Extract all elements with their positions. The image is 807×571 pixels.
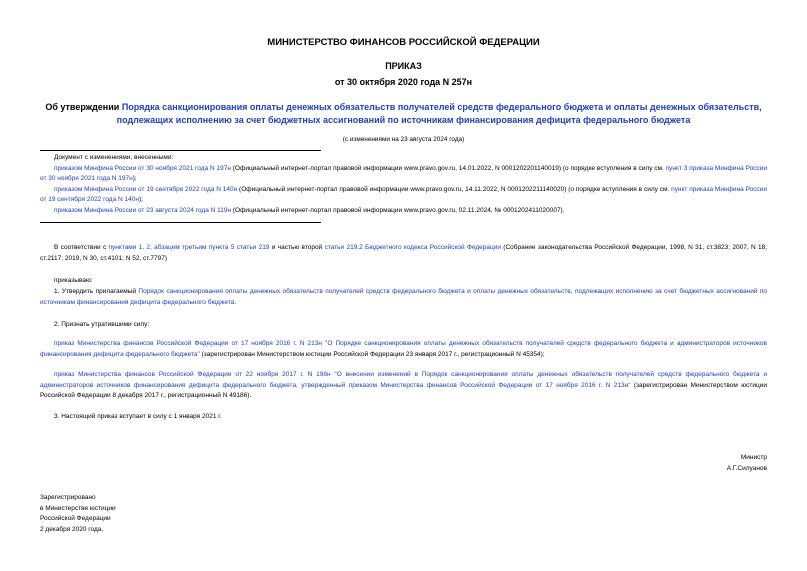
document-title	[40, 101, 767, 126]
document-type: ПРИКАЗ	[385, 61, 422, 71]
signatory-name: А.Г.Силуанов	[726, 464, 767, 472]
changes-block	[40, 153, 767, 216]
changes-note: (с изменениями на 23 августа 2024 года)	[342, 136, 465, 143]
divider-bottom	[40, 222, 321, 223]
change-item: приказом Минфина России от 19 сентября 2022 года N 140н (Официальный интернет-портал правовой информации www.pravo.gov.ru, 14.11.2022, N 0001202211140020) (о порядке вступления в силу см. пункт приказа Минфина России от 19 сентября 2022 года N 140н);	[40, 185, 768, 203]
revoked-order-link-2[interactable]: приказ Министерства финансов Российской Федерации от 22 ноября 2017 г. N 198н "О внесении изменений в Порядок санкционирования оплаты денежных обязательств получателей средств федерального бюджета и администраторов источников финансирования дефицита федерального бюджета, утвержденный приказом Министерства финансов Российской Федерации от 17 ноября 2016 г. N 213н"	[40, 371, 767, 389]
revoked-order-link-1[interactable]: приказ Министерства финансов Российской Федерации от 17 ноября 2016 г. N 213н "О Порядке санкционирования оплаты денежных обязательств получателей средств федерального бюджета и администраторов источников финансирования дефицита федерального бюджета"	[40, 340, 767, 358]
paragraph-1: 1. Утвердить прилагаемый Порядок санкционирования оплаты денежных обязательств получателей средств федерального бюджета и оплаты денежных обязательств, подлежащих исполнению за счет бюджетных ассигнований по источникам финансирования дефицита федерального бюджета.	[40, 288, 767, 306]
approved-procedure-link[interactable]: Порядок санкционирования оплаты денежных обязательств получателей средств федерального бюджета и оплаты денежных обязательств, подлежащих исполнению за счет бюджетных ассигнований по источникам финансирования дефицита федерального бюджета	[40, 288, 767, 306]
paragraph-3: 3. Настоящий приказ вступает в силу с 1 января 2021 г.	[54, 413, 222, 420]
basis-paragraph: В соответствии с пунктами 1, 2, абзацем третьим пункта 5 статьи 219 и частью второй статьи 219.2 Бюджетного кодекса Российской Федерации (Собрание законодательства Российской Федерации, 1998, N 31, ст.3823; 2007, N 18, ст.2117; 2019, N 30, ст.4101; N 52, ст.7797)	[40, 244, 767, 262]
ministry-name: МИНИСТЕРСТВО ФИНАНСОВ РОССИЙСКОЙ ФЕДЕРАЦИИ	[267, 37, 540, 48]
change-item: приказом Минфина России от 30 ноября 2021 года N 197н (Официальный интернет-портал правовой информации www.pravo.gov.ru, 14.01.2022, N 0001202201140019) (о порядке вступления в силу см. пункт 3 приказа Минфина России от 30 ноября 2021 года N 197н);	[40, 164, 767, 182]
change-item: приказом Минфина России от 23 августа 2024 года N 119н (Официальный интернет-портал правовой информации www.pravo.gov.ru, 02.11.2024, № 0001202411020007).	[54, 206, 565, 214]
change-link[interactable]: приказом Минфина России от 19 сентября 2022 года N 140н	[54, 185, 238, 193]
title-link[interactable]: Порядка санкционирования оплаты денежных обязательств получателей средств федерального бюджета и оплаты денежных обязательств, подлежащих исполнению за счет бюджетных ассигнований по источникам финансирования дефицита федерального бюджета	[116, 102, 762, 125]
signature-block	[727, 453, 767, 474]
divider-top	[40, 150, 321, 151]
document-date: от 30 октября 2020 года N 257н	[334, 77, 473, 87]
change-link[interactable]: пункт 3 приказа Минфина России от 30 ноября 2021 года N 197н	[40, 164, 767, 182]
paragraph-2b: приказ Министерства финансов Российской Федерации от 22 ноября 2017 г. N 198н "О внесении изменений в Порядок санкционирования оплаты денежных обязательств получателей средств федерального бюджета и администраторов источников финансирования дефицита федерального бюджета, утвержденный приказом Министерства финансов Российской Федерации от 17 ноября 2016 г. N 213н" (зарегистрирован Министерством юстиции Российской Федерации 8 декабря 2017 г., регистрационный N 49186).	[40, 371, 767, 399]
basis-link-2[interactable]: статьи 219.2 Бюджетного кодекса Российской Федерации	[324, 244, 501, 251]
title-prefix: Об утверждении	[45, 102, 122, 112]
registration-block: Зарегистрировано в Министерстве юстиции Российской Федерации 2 декабря 2020 года,	[40, 494, 116, 533]
changes-heading: Документ с изменениями, внесенными:	[54, 154, 174, 161]
paragraph-2: 2. Признать утратившими силу:	[54, 321, 150, 328]
basis-link-1[interactable]: пунктами 1, 2, абзацем третьим пункта 5 статьи 219	[108, 244, 270, 251]
change-link[interactable]: приказом Минфина России от 30 ноября 2021 года N 197н	[54, 164, 231, 172]
change-link[interactable]: пункт приказа Минфина России от 19 сентября 2022 года N 140н	[40, 185, 768, 203]
signatory-position: Министр	[740, 454, 767, 461]
change-link[interactable]: приказом Минфина России от 23 августа 2024 года N 119н	[54, 206, 232, 214]
orders-line: приказываю:	[54, 277, 93, 284]
paragraph-2a: приказ Министерства финансов Российской Федерации от 17 ноября 2016 г. N 213н "О Порядке санкционирования оплаты денежных обязательств получателей средств федерального бюджета и администраторов источников финансирования дефицита федерального бюджета" (зарегистрирован Министерством юстиции Российской Федерации 23 января 2017 г., регистрационный N 45354);	[40, 340, 767, 358]
